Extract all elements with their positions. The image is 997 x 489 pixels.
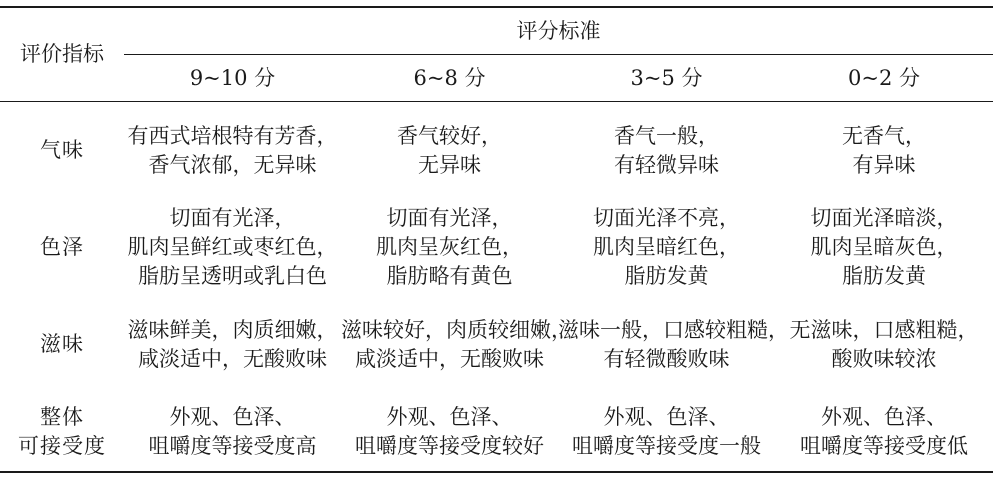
criteria-line: 有西式培根特有芳香， [127, 123, 338, 148]
criteria-line: 有异味 [852, 152, 916, 177]
row-metric-label [0, 296, 124, 393]
criteria-line: 咀嚼度等接受度高 [148, 434, 317, 458]
criteria-cell [775, 393, 993, 472]
criteria-lines [558, 316, 789, 374]
criteria-cell [341, 393, 558, 472]
criteria-line: 无滋味，口感粗糙， [789, 317, 979, 342]
criteria-lines [775, 316, 993, 374]
criteria-line: 外观、色泽、 [603, 405, 730, 429]
criteria-line: 切面光泽不亮， [593, 206, 740, 230]
row-metric-label [0, 199, 124, 296]
header-score-range: 0~2 分 [775, 55, 993, 102]
table-row [0, 393, 993, 472]
criteria-cell [775, 199, 993, 296]
criteria-lines [124, 122, 341, 180]
criteria-line: 酸败味较浓 [831, 346, 937, 371]
metric-line: 整体 [40, 405, 84, 429]
criteria-line: 咸淡适中，无酸败味 [355, 346, 544, 371]
metric-line: 色泽 [40, 235, 84, 259]
metric-lines [0, 233, 124, 262]
criteria-cell [558, 296, 789, 393]
criteria-lines [341, 204, 558, 291]
criteria-lines [775, 204, 993, 291]
criteria-cell [124, 199, 341, 296]
criteria-lines [341, 403, 558, 461]
metric-line: 滋味 [40, 332, 84, 356]
criteria-lines [341, 316, 572, 374]
criteria-line: 切面有光泽， [169, 206, 296, 230]
criteria-line: 肌肉呈暗灰色， [810, 235, 958, 259]
criteria-lines [558, 122, 775, 180]
criteria-line: 咀嚼度等接受度一般 [572, 434, 761, 458]
criteria-line: 切面有光泽， [386, 206, 513, 230]
table-body [0, 102, 993, 473]
criteria-line: 肌肉呈灰红色， [376, 235, 523, 259]
criteria-line: 外观、色泽、 [386, 405, 513, 429]
metric-lines [0, 330, 124, 359]
criteria-line: 滋味一般，口感较粗糙， [558, 317, 789, 342]
criteria-cell [775, 296, 993, 393]
criteria-lines [341, 122, 558, 180]
criteria-line: 脂肪发黄 [842, 264, 926, 288]
header-evaluation-indicator: 评价指标 [0, 7, 124, 102]
criteria-line: 香气一般， [614, 123, 719, 148]
criteria-cell [341, 199, 558, 296]
table-row [0, 102, 993, 200]
criteria-line: 香气浓郁，无异味 [148, 152, 317, 177]
criteria-line: 滋味鲜美，肉质细嫩， [127, 317, 338, 342]
criteria-line: 肌肉呈暗红色， [593, 235, 740, 259]
table-row [0, 296, 993, 393]
criteria-line: 脂肪发黄 [624, 264, 709, 288]
criteria-cell [558, 199, 775, 296]
criteria-lines [124, 316, 341, 374]
criteria-line: 香气较好， [397, 123, 502, 148]
criteria-line: 有轻微异味 [614, 152, 719, 177]
header-scoring-criteria: 评分标准 [124, 7, 993, 55]
criteria-line: 切面光泽暗淡， [810, 206, 958, 230]
criteria-line: 外观、色泽、 [821, 405, 947, 429]
header-score-range: 9~10 分 [124, 55, 341, 102]
criteria-line: 咀嚼度等接受度较好 [355, 434, 544, 458]
metric-line: 气味 [40, 138, 84, 162]
criteria-cell [775, 102, 993, 200]
criteria-line: 咸淡适中，无酸败味 [138, 346, 327, 371]
criteria-cell [341, 102, 558, 200]
criteria-line: 无异味 [418, 152, 481, 177]
row-metric-label [0, 102, 124, 200]
criteria-line: 滋味较好，肉质较细嫩， [341, 317, 572, 342]
criteria-cell [124, 393, 341, 472]
criteria-line: 有轻微酸败味 [603, 346, 730, 371]
criteria-cell [341, 296, 572, 393]
header-score-range: 3~5 分 [558, 55, 775, 102]
criteria-lines [775, 403, 993, 461]
metric-line: 可接受度 [18, 434, 106, 458]
criteria-cell [558, 393, 775, 472]
criteria-line: 脂肪略有黄色 [386, 264, 513, 288]
criteria-lines [124, 204, 341, 291]
criteria-lines [558, 204, 775, 291]
metric-lines [0, 136, 124, 165]
criteria-cell [124, 102, 341, 200]
metric-lines [0, 403, 124, 461]
row-metric-label [0, 393, 124, 472]
header-score-range: 6~8 分 [341, 55, 558, 102]
criteria-lines [775, 122, 993, 180]
sensory-evaluation-table [0, 6, 993, 473]
criteria-line: 脂肪呈透明或乳白色 [138, 264, 327, 288]
criteria-line: 外观、色泽、 [169, 405, 296, 429]
criteria-cell [124, 296, 341, 393]
criteria-line: 咀嚼度等接受度低 [800, 434, 968, 458]
criteria-cell [558, 102, 775, 200]
criteria-lines [124, 403, 341, 461]
criteria-line: 肌肉呈鲜红或枣红色， [127, 235, 338, 259]
criteria-line: 无香气， [842, 123, 926, 148]
criteria-lines [558, 403, 775, 461]
table-row [0, 199, 993, 296]
